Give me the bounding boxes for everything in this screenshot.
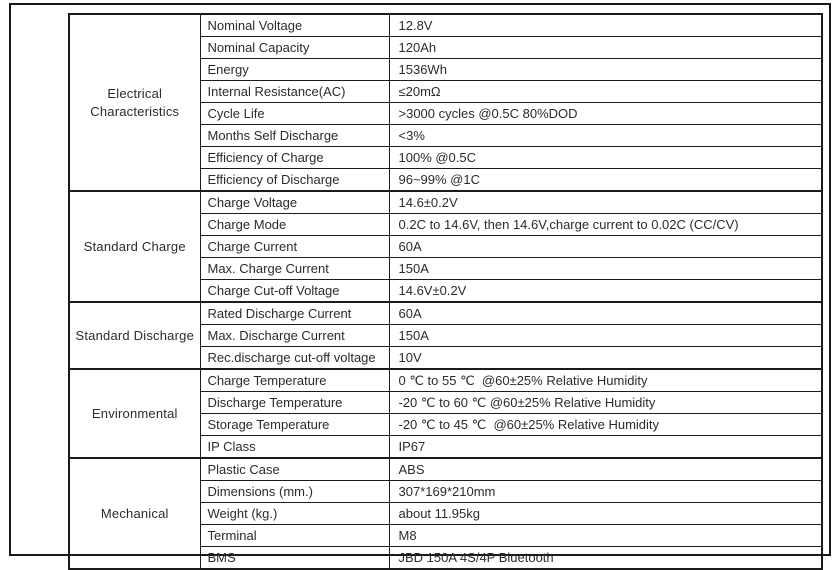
spec-value-cell: ≤20mΩ (389, 81, 822, 103)
spec-value-cell: 1536Wh (389, 59, 822, 81)
spec-value-cell: 10V (389, 347, 822, 370)
spec-value-cell: IP67 (389, 436, 822, 459)
table-row (69, 14, 822, 37)
spec-param-cell: Nominal Voltage (200, 14, 389, 37)
spec-value-cell: -20 ℃ to 45 ℃ @60±25% Relative Humidity (389, 414, 822, 436)
spec-value-cell: 120Ah (389, 37, 822, 59)
spec-param-cell: Discharge Temperature (200, 392, 389, 414)
spec-param-cell: Charge Mode (200, 214, 389, 236)
spec-param-cell: Nominal Capacity (200, 37, 389, 59)
spec-value-cell: <3% (389, 125, 822, 147)
spec-category-cell: Environmental (69, 369, 200, 458)
spec-param-cell: Plastic Case (200, 458, 389, 481)
table-row (69, 191, 822, 214)
spec-value-cell: 96~99% @1C (389, 169, 822, 192)
spec-param-cell: IP Class (200, 436, 389, 459)
spec-param-cell: Rated Discharge Current (200, 302, 389, 325)
spec-value-cell: 150A (389, 258, 822, 280)
spec-param-cell: Max. Discharge Current (200, 325, 389, 347)
spec-param-cell: Dimensions (mm.) (200, 481, 389, 503)
spec-value-cell: M8 (389, 525, 822, 547)
table-row (69, 458, 822, 481)
spec-param-cell: Charge Cut-off Voltage (200, 280, 389, 303)
spec-value-cell: 60A (389, 302, 822, 325)
page-border (9, 3, 831, 565)
spec-value-cell: ABS (389, 458, 822, 481)
spec-value-cell: 14.6V±0.2V (389, 280, 822, 303)
spec-value-cell: 0.2C to 14.6V, then 14.6V,charge current to 0.02C (CC/CV) (389, 214, 822, 236)
battery-spec-table-container (68, 13, 821, 565)
spec-value-cell: -20 ℃ to 60 ℃ @60±25% Relative Humidity (389, 392, 822, 414)
spec-param-cell: Internal Resistance(AC) (200, 81, 389, 103)
spec-param-cell: Weight (kg.) (200, 503, 389, 525)
spec-category-cell: Standard Charge (69, 191, 200, 302)
spec-value-cell: 14.6±0.2V (389, 191, 822, 214)
spec-param-cell: Storage Temperature (200, 414, 389, 436)
spec-param-cell: Efficiency of Discharge (200, 169, 389, 192)
table-row (69, 302, 822, 325)
spec-category-cell: Standard Discharge (69, 302, 200, 369)
spec-value-cell: JBD 150A 4S/4P Bluetooth (389, 547, 822, 570)
spec-value-cell: 150A (389, 325, 822, 347)
spec-value-cell: 0 ℃ to 55 ℃ @60±25% Relative Humidity (389, 369, 822, 392)
table-row (69, 369, 822, 392)
spec-value-cell: >3000 cycles @0.5C 80%DOD (389, 103, 822, 125)
spec-value-cell: 12.8V (389, 14, 822, 37)
spec-param-cell: Terminal (200, 525, 389, 547)
spec-param-cell: Charge Voltage (200, 191, 389, 214)
spec-value-cell: 60A (389, 236, 822, 258)
spec-category-cell: Mechanical (69, 458, 200, 569)
spec-param-cell: Rec.discharge cut-off voltage (200, 347, 389, 370)
spec-param-cell: Efficiency of Charge (200, 147, 389, 169)
battery-spec-table (68, 13, 823, 570)
spec-param-cell: Charge Current (200, 236, 389, 258)
spec-value-cell: 307*169*210mm (389, 481, 822, 503)
spec-param-cell: Cycle Life (200, 103, 389, 125)
spec-param-cell: Energy (200, 59, 389, 81)
spec-param-cell: Months Self Discharge (200, 125, 389, 147)
spec-category-cell: Electrical Characteristics (69, 14, 200, 191)
spec-value-cell: about 11.95kg (389, 503, 822, 525)
spec-param-cell: BMS (200, 547, 389, 570)
spec-param-cell: Max. Charge Current (200, 258, 389, 280)
spec-param-cell: Charge Temperature (200, 369, 389, 392)
spec-value-cell: 100% @0.5C (389, 147, 822, 169)
